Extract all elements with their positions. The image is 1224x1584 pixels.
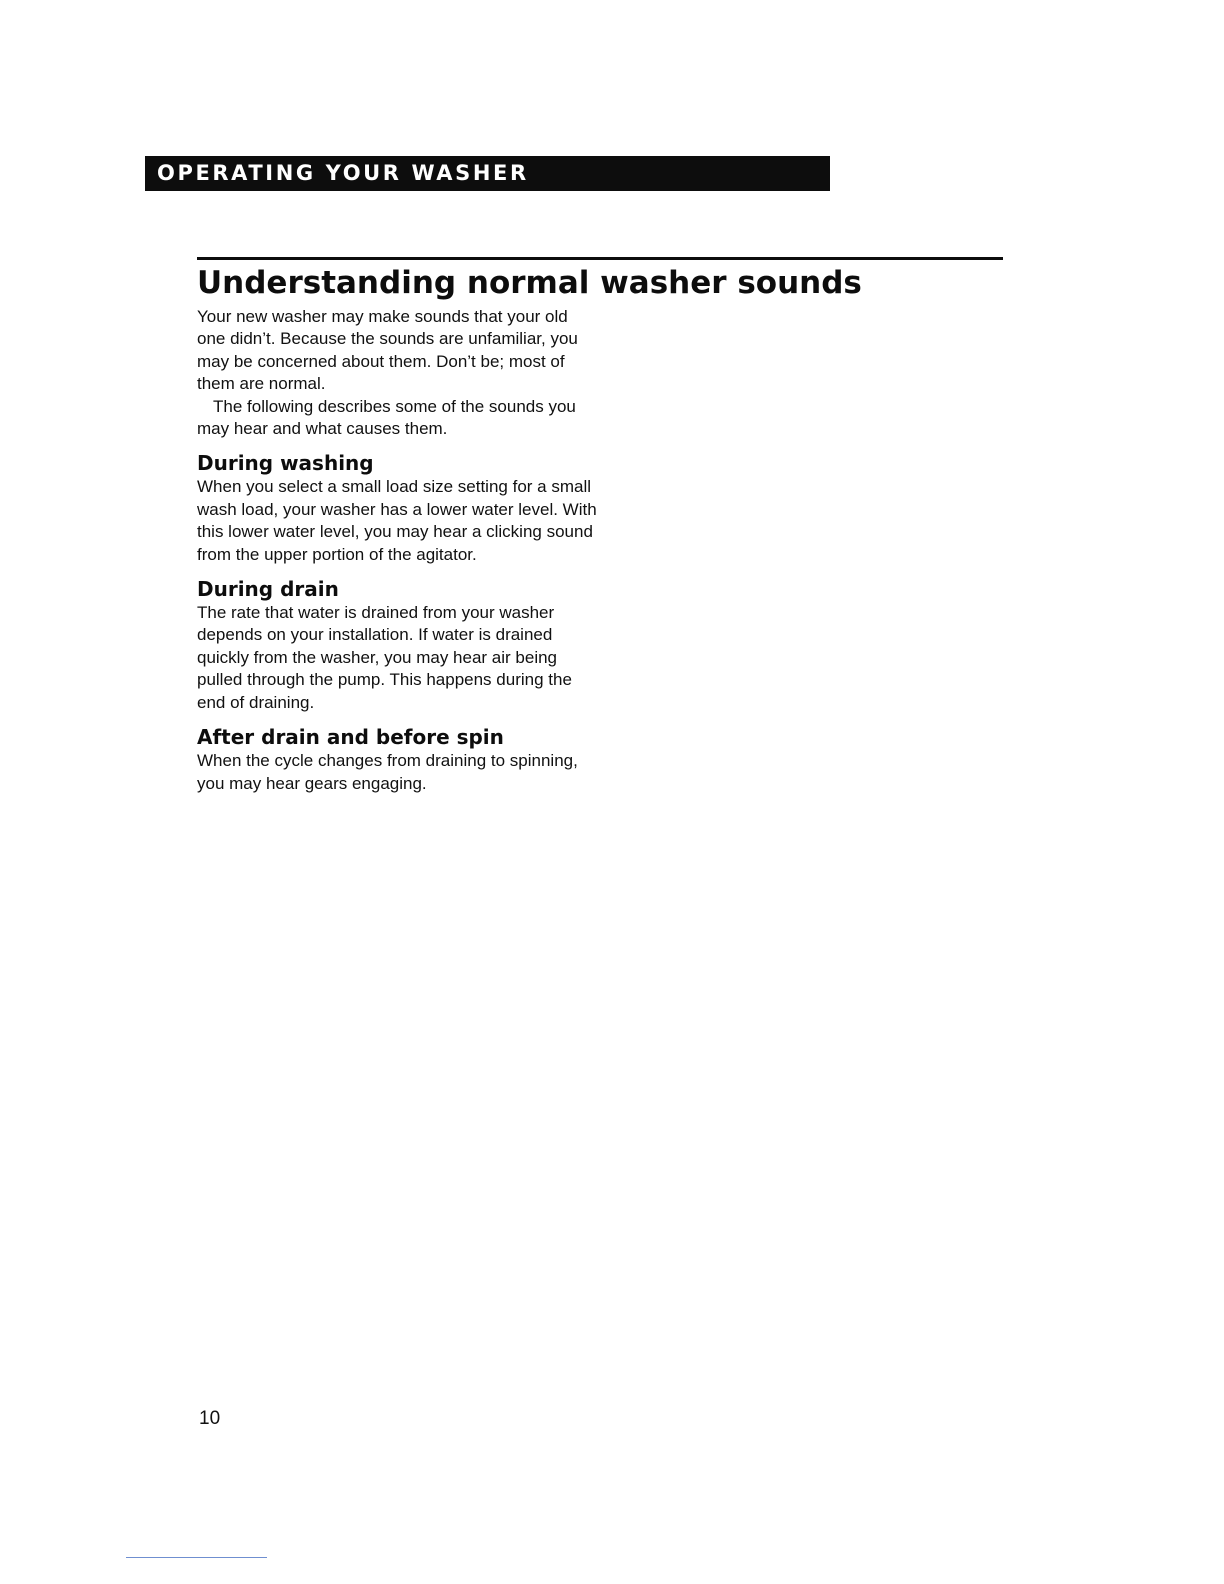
intro-paragraph: Your new washer may make sounds that your old one didn’t. Because the sounds are unfamiliar, you may be concerned about them. Don’t be; most of them are normal. (197, 307, 578, 394)
page-number: 10 (199, 1408, 221, 1429)
section-header-label: OPERATING YOUR WASHER (157, 161, 529, 185)
section-header-bar (145, 156, 830, 191)
intro-paragraph: The following describes some of the sounds you may hear and what causes them. (197, 396, 576, 439)
section-body-during-washing: When you select a small load size setting for a small wash load, your washer has a lower water level. With this lower water level, you may hear a clicking sound from the upper portion of the agitator. (197, 477, 597, 564)
section-heading-during-washing: During washing (197, 451, 374, 476)
section-body-during-drain: The rate that water is drained from your washer depends on your installation. If water is drained quickly from the washer, you may hear air being pulled through the pump. This happens during the end of draining. (197, 603, 572, 712)
footer-line (126, 1557, 267, 1558)
main-content (197, 306, 597, 795)
section-body-after-drain: When the cycle changes from draining to spinning, you may hear gears engaging. (197, 751, 578, 793)
title-rule (197, 257, 1003, 260)
section-heading-during-drain: During drain (197, 577, 339, 602)
page-title: Understanding normal washer sounds (197, 265, 862, 301)
section-heading-after-drain: After drain and before spin (197, 725, 504, 750)
